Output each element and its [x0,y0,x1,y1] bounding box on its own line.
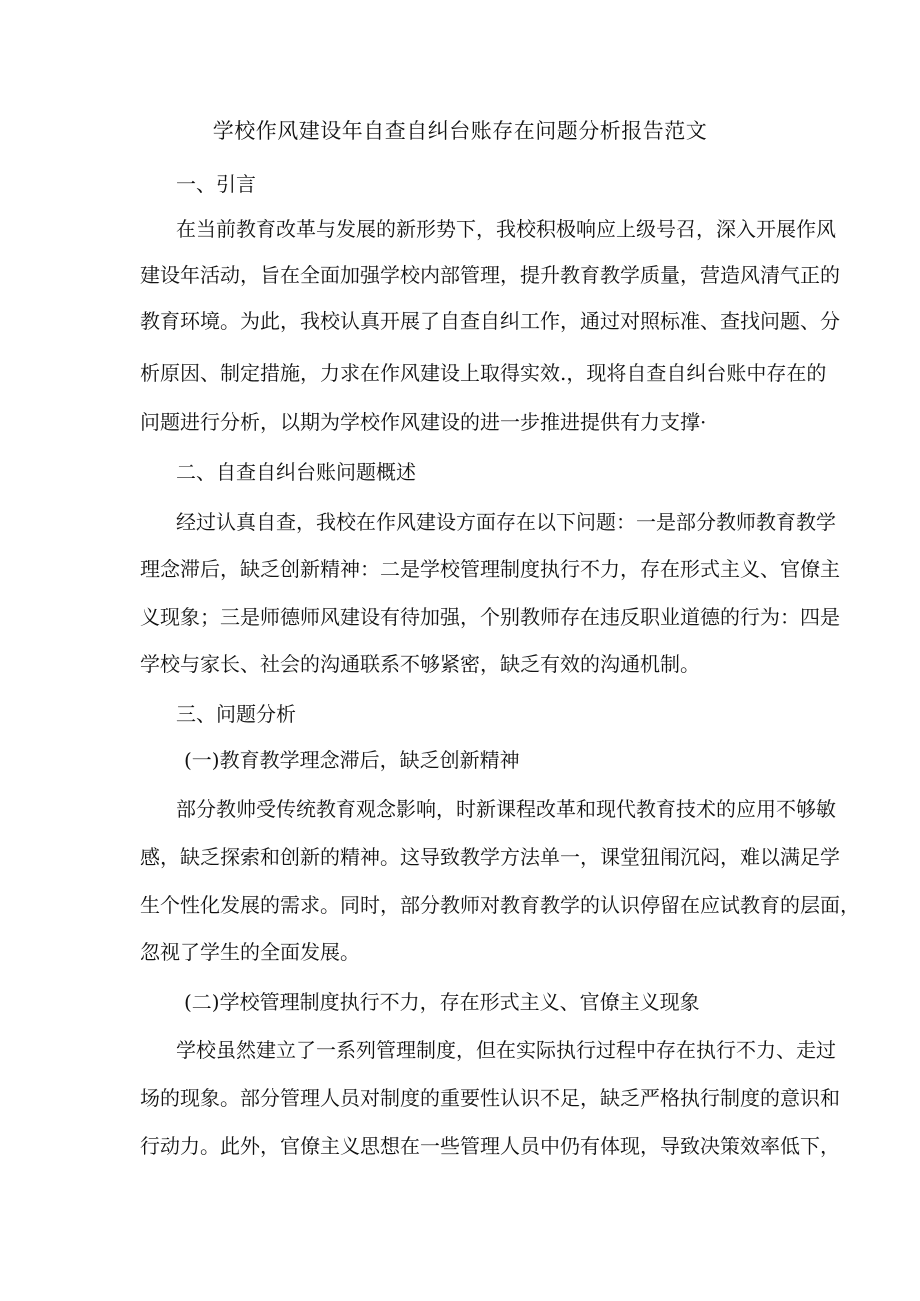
document-title: 学校作风建设年自查自纠台账存在问题分析报告范文 [212,119,708,143]
paragraph-line: 学校与家长、社会的沟通联系不够紧密，缺乏有效的沟通机制。 [140,652,700,676]
paragraph-line: 在当前教育改革与发展的新形势下，我校积极响应上级号召，深入开展作风 [176,217,836,241]
section-heading-analysis: 三、问题分析 [176,702,296,726]
paragraph-line: 建设年活动，旨在全面加强学校内部管理，提升教育教学质量，营造风清气正的 [140,263,840,287]
subsection-heading-1: (一)教育教学理念滞后，缺乏创新精神 [184,748,520,772]
paragraph-line: 义现象；三是师德师风建设有待加强，个别教师存在违反职业道德的行为：四是 [140,605,840,629]
paragraph-line: 教育环境。为此，我校认真开展了自查自纠工作，通过对照标准、查找问题、分 [140,309,840,333]
section-heading-overview: 二、自查自纠台账问题概述 [176,460,416,484]
paragraph-line: 部分教帅受传统教育观念影响，时新课程改革和现代教育技术的应用不够敏 [176,797,836,821]
paragraph-line: 析原因、制定措施，力求在作风建设上取得实效.，现将自查自纠台账中存在的 [140,361,827,385]
paragraph-line: 生个性化发展的需求。同时，部分教师对教育教学的认识停留在应试教育的层面， [140,893,860,917]
paragraph-line: 经过认真自查，我校在作风建设方面存在以下问题：一是部分教师教育教学 [176,510,836,534]
paragraph-line: 理念滞后，缺乏创新精神：二是学校管理制度执行不力，存在形式主义、官僚主 [140,557,840,581]
paragraph-line: 场的现象。部分管理人员对制度的重要性认识不足，缺乏严格执行制度的意识和 [140,1086,840,1110]
paragraph-line: 感，缺乏探索和创新的精神。这导致教学方法单一，课堂狃闱沉闷，难以满足学 [140,845,840,869]
paragraph-line: 学校虽然建立了一系列管理制度，但在实际执行过程中存在执行不力、走过 [176,1038,836,1062]
paragraph-line: 问题进行分析，以期为学校作风建设的进一步推进提供有力支撑· [140,410,707,434]
paragraph-line: 行动力。此外，官僚主义思想在一些管理人员中仍有体现，导致决策效率低下， [140,1134,840,1158]
subsection-heading-2: (二)学校管理制度执行不力，存在形式主义、官僚主义现象 [184,990,700,1014]
paragraph-line: 忽视了学生的全面发展。 [140,940,360,964]
section-heading-introduction: 一、引言 [176,172,256,196]
